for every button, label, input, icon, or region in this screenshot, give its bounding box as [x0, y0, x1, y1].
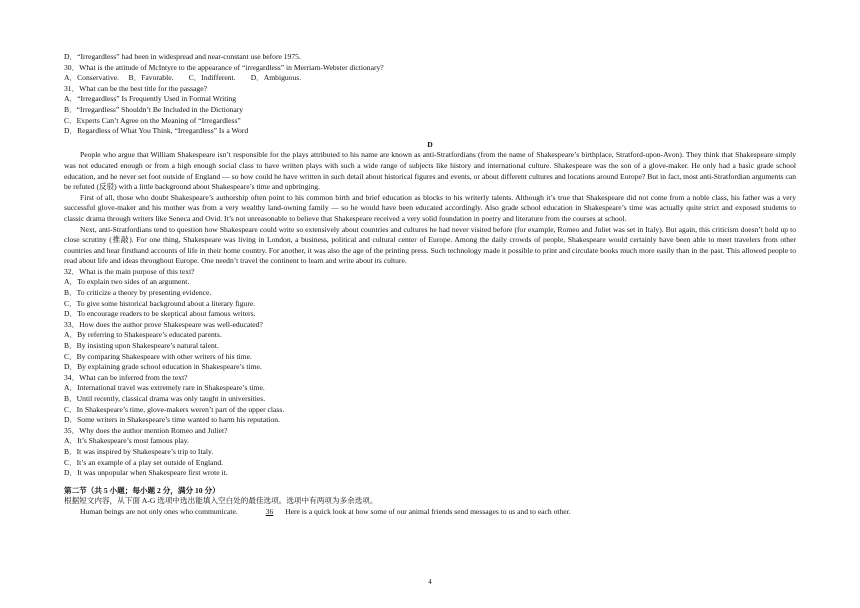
question-35: 35．Why does the author mention Romeo and Juliet? [64, 425, 228, 435]
page-number: 4 [428, 578, 432, 586]
question-34-option-c: C．In Shakespeare’s time, glove-makers weren’t part of the upper class. [64, 404, 285, 414]
question-32-option-a: A．To explain two sides of an argument. [64, 277, 190, 287]
question-35-option-d: D．It was unpopular when Shakespeare first wrote it. [64, 468, 228, 478]
question-33-option-b: B．By insisting upon Shakespeare’s natural talent. [64, 341, 219, 351]
question-31-option-c: C．Experts Can’t Agree on the Meaning of “Irregardless” [64, 115, 241, 125]
question-30-options: A．Conservative. B．Favorable. C．Indifferent. D．Ambiguous. [64, 73, 302, 83]
section2-passage-start [64, 507, 796, 518]
question-33-option-d: D．By explaining grade school education in Shakespeare’s time. [64, 362, 262, 372]
question-34-option-b: B．Until recently, classical drama was only taught in universities. [64, 394, 266, 403]
question-31-option-b: B．“Irregardless” Shouldn’t Be Included in the Dictionary [64, 104, 244, 114]
question-35-option-a: A．It’s Shakespeare’s most famous play. [64, 436, 189, 446]
question-32-option-d: D．To encourage readers to be skeptical about famous writers. [64, 309, 256, 319]
question-33-option-c: C．By comparing Shakespeare with other writers of his time. [64, 351, 252, 361]
document-page [64, 52, 796, 518]
section2-text-after: Here is a quick look at how some of our animal friends send messages to us and to each other. [283, 506, 571, 516]
question-31-option-a: A．“Irregardless” Is Frequently Used in Formal Writing [64, 94, 237, 104]
question-31: 31．What can be the best title for the passage? [64, 83, 207, 93]
question-32: 32．What is the main purpose of this text? [64, 266, 195, 276]
question-31-option-d: D．Regardless of What You Think, “Irregardless” Is a Word [64, 126, 249, 136]
passage-paragraph: Next, anti-Stratfordians tend to question how Shakespeare could write so extensively about countries and cultures he had never visited before (for example, Romeo and Juliet was set in Italy). But again, this criticism doesn’t hold up to close scrutiny (推敲). For one thing, Shakespeare was living in London, a business, political and cultural center of Europe. Among the daily crowds of people, Shakespeare would certainly have been able to meet travelers from other countries and hear firsthand accounts of life in their home country. For another, it was also the age of the printing press. Such technology made it possible to print and circulate books much more easily than in the past. This allowed people to read about life and ideas throughout Europe. One needn’t travel the continent to learn and write about its culture. [64, 224, 796, 266]
question-34: 34．What can be inferred from the text? [64, 372, 188, 382]
question-33: 33．How does the author prove Shakespeare was well-educated? [64, 319, 263, 329]
section2-heading: 第二节（共 5 小题；每小题 2 分，满分 10 分） [64, 485, 220, 495]
section2-instruction: 根据短文内容，从下面 A-G 选项中选出能填入空白处的最佳选项。选项中有两项为多余选项。 [64, 496, 378, 506]
question-29-option-d: D．“Irregardless” had been in widespread and near-constant use before 1975. [64, 52, 301, 61]
question-35-option-c: C．It’s an example of a play set outside of England. [64, 457, 224, 467]
question-32-option-c: C．To give some historical background about a literary figure. [64, 298, 256, 308]
question-34-option-a: A．International travel was extremely rare in Shakespeare’s time. [64, 383, 265, 393]
blank-36: 36 [265, 506, 274, 516]
section2-text-before: Human beings are not only ones who communicate. [80, 506, 240, 516]
question-34-option-d: D．Some writers in Shakespeare’s time wanted to harm his reputation. [64, 415, 280, 425]
section-heading-d: D [427, 139, 433, 149]
passage-paragraph: First of all, those who doubt Shakespeare’s authorship often point to his common birth and brief education as blocks to his writerly talents. Although it’s true that Shakespeare did not come from a noble class, his father was a very successful glove-maker and his mother was from a very wealthy land-owning family — so he would have been educated accordingly. Also grade school education in Shakespeare’s time was actually quite strict and exposed students to classic drama through writers like Seneca and Ovid. It’s not unreasonable to believe that Shakespeare received a very solid foundation in poetry and literature from the courses at school. [64, 192, 796, 223]
question-33-option-a: A．By referring to Shakespeare’s educated parents. [64, 330, 222, 340]
question-35-option-b: B．It was inspired by Shakespeare’s trip to Italy. [64, 446, 214, 456]
passage-paragraph: People who argue that William Shakespeare isn’t responsible for the plays attributed to his name are known as anti-Stratfordians (from the name of Shakespeare’s birthplace, Stratford-upon-Avon). They think that Shakespeare simply was not educated enough or from a high enough social class to have written plays with such a wide range of subjects like history and international culture. Shakespeare was the son of a glove-maker. He only had a basic grade school education, and he never set foot outside of England — so how could he have written in such detail about historical figures and events, or about different cultures and locations around Europe? But in fact, most anti-Stratfordian arguments can be refuted (反驳) with a little background about Shakespeare’s time and upbringing. [64, 150, 796, 192]
question-32-option-b: B．To criticize a theory by presenting evidence. [64, 288, 212, 298]
question-30: 30．What is the attitude of McIntyre to the appearance of “irregardless” in Merriam-Webster dictionary? [64, 62, 384, 72]
